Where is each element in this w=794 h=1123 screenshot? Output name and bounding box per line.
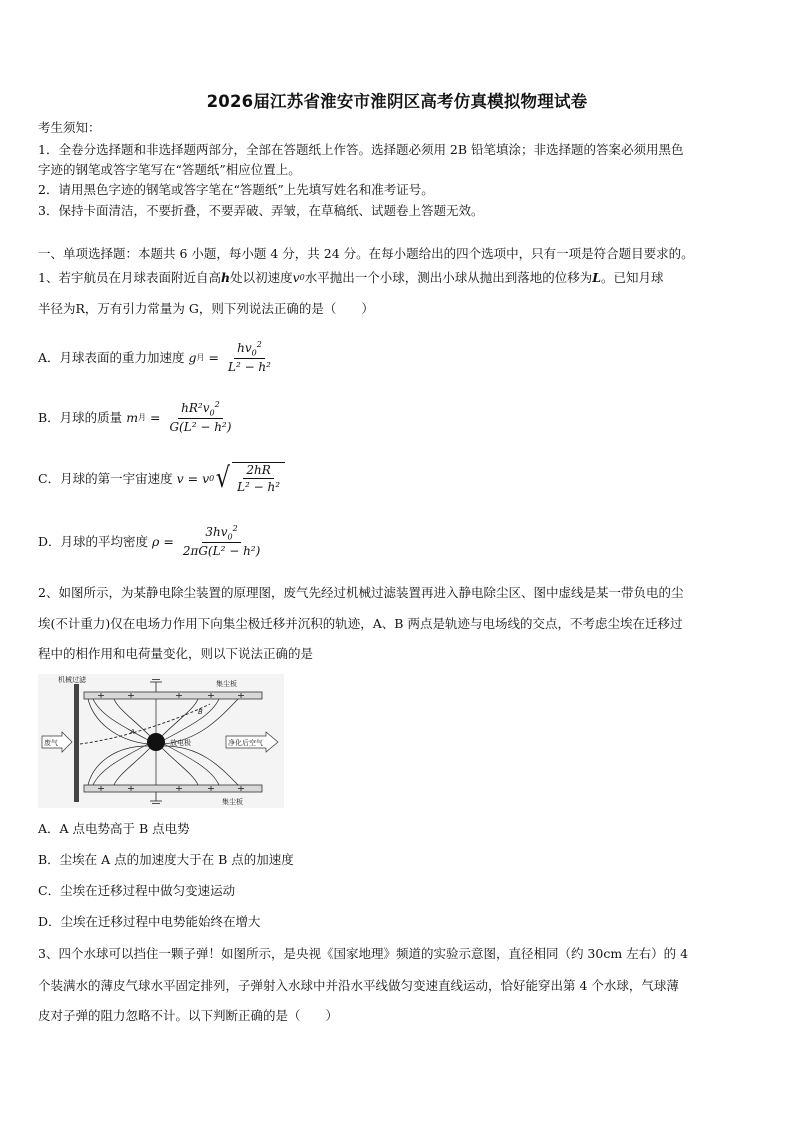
section-heading: 一、单项选择题：本题共 6 小题，每小题 4 分，共 24 分。在每小题给出的四个选项中，只有一项是符合题目要求的。 <box>38 246 694 261</box>
mechanical-filter <box>74 684 79 802</box>
q2-option-c: C．尘埃在迁移过程中做匀变速运动 <box>38 883 236 898</box>
inlet-label: 废气 <box>44 739 58 747</box>
q2-option-a: A．A 点电势高于 B 点电势 <box>38 821 190 836</box>
notice-item-2: 2．请用黑色字迹的钢笔或答字笔在“答题纸”上先填写姓名和准考证号。 <box>38 182 434 197</box>
q3-stem-line3: 皮对子弹的阻力忽略不计。以下判断正确的是（ ） <box>38 1008 339 1023</box>
q1-option-c: C．月球的第一宇宙速度 v = v 0 √ $\frac{2hR}{\text{L² − h²}}$ <box>38 462 285 494</box>
point-b-label: B <box>198 708 203 716</box>
discharge-electrode <box>147 733 165 751</box>
q2-stem-line3: 程中的相作用和电荷量变化，则以下说法正确的是 <box>38 646 314 661</box>
notice-item-3: 3．保持卡面清洁，不要折叠，不要弄破、弄皱，在草稿纸、试题卷上答题无效。 <box>38 203 484 218</box>
filter-label: 机械过滤 <box>58 676 86 684</box>
q1-option-a: A．月球表面的重力加速度 g 月 = $\frac{hv_0^2}{\text{L² − h²}}$ <box>38 340 271 375</box>
q2-stem-line2: 埃(不计重力)仅在电场力作用下向集尘极迁移并沉积的轨迹，A、B 两点是轨迹与电场线的交点，不考虑尘埃在迁移过 <box>38 616 683 631</box>
electrode-label: 放电极 <box>170 739 191 747</box>
notice-item-1-cont: 字迹的钢笔或答字笔写在“答题纸”相应位置上。 <box>38 162 301 177</box>
q2-option-d: D．尘埃在迁移过程中电势能始终在增大 <box>38 914 261 929</box>
point-a-label: A <box>130 728 135 736</box>
collector-bottom-label: 集尘板 <box>222 798 243 806</box>
collector-plate-top <box>84 692 262 699</box>
q1-option-d: D．月球的平均密度 ρ = $\frac{3hv_0^2}{\text{2πG(L² − h²)}}$ <box>38 524 261 559</box>
q3-stem-line2: 个装满水的薄皮气球水平固定排列，子弹射入水球中并沿水平线做匀变速直线运动，恰好能穿出第 4 个水球，气球薄 <box>38 978 679 993</box>
q1-stem-line2: 半径为R，万有引力常量为 G，则下列说法正确的是（ ） <box>38 301 374 316</box>
notice-heading: 考生须知： <box>38 120 101 135</box>
notice-item-1: 1．全卷分选择题和非选择题两部分，全部在答题纸上作答。选择题必须用 2B 铅笔填涂；非选择题的答案必须用黑色 <box>38 142 684 157</box>
q3-stem-line1: 3、四个水球可以挡住一颗子弹！如图所示，是央视《国家地理》频道的实验示意图，直径相同（约 30cm 左右）的 4 <box>38 946 689 961</box>
outlet-label: 净化后空气 <box>228 739 263 747</box>
collector-top-label: 集尘板 <box>216 680 237 688</box>
diagram-svg <box>38 674 284 808</box>
q1-option-b: B．月球的质量 m 月 = $\frac{hR^2v_0^2}{\text{G(L² − h²)}}$ <box>38 400 232 435</box>
q2-stem-line1: 2、如图所示，为某静电除尘装置的原理图，废气先经过机械过滤装置再进入静电除尘区、图中虚线是某一带负电的尘 <box>38 585 684 600</box>
q1-stem-line1: 1、若宇航员在月球表面附近自高h处以初速度 v 0 水平抛出一个小球，测出小球从抛出到落地的位移为L。已知月球 <box>38 270 664 285</box>
electrostatic-precipitator-diagram <box>38 674 284 808</box>
exam-title: 2026届江苏省淮安市淮阴区高考仿真模拟物理试卷 <box>206 92 588 111</box>
collector-plate-bottom <box>84 785 262 792</box>
q2-option-b: B．尘埃在 A 点的加速度大于在 B 点的加速度 <box>38 852 294 867</box>
